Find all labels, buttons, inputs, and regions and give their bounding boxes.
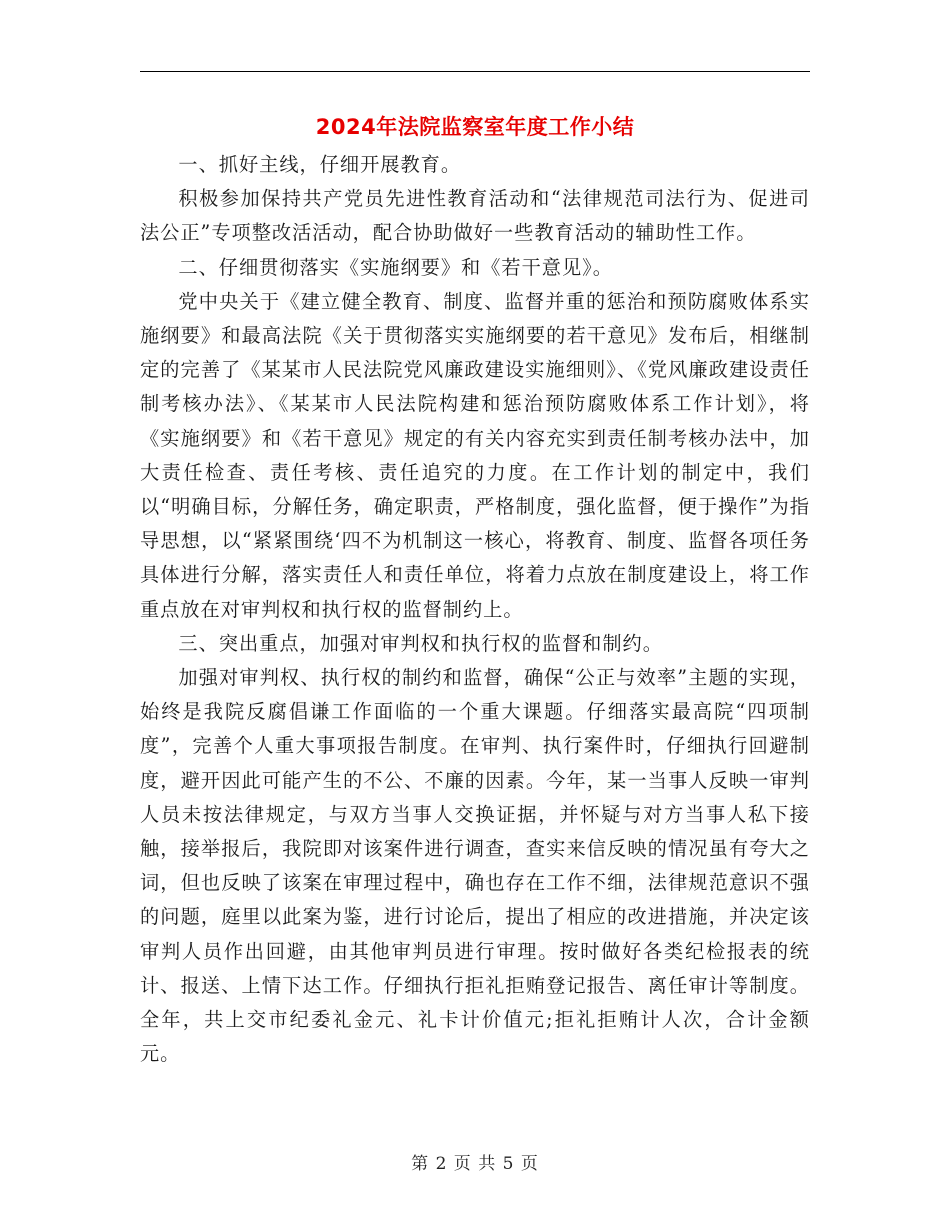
header-rule [140,71,810,72]
document-body [140,148,810,1071]
body-paragraph: 积极参加保持共产党员先进性教育活动和“法律规范司法行为、促进司法公正”专项整改活活动，配合协助做好一些教育活动的辅助性工作。 [140,187,810,245]
body-paragraph: 党中央关于《建立健全教育、制度、监督并重的惩治和预防腐败体系实施纲要》和最高法院《关于贯彻落实实施纲要的若干意见》发布后，相继制定的完善了《某某市人民法院党风廉政建设实施细则》、《党风廉政建设责任制考核办法》、《某某市人民法院构建和惩治预防腐败体系工作计划》，将《实施纲要》和《若干意见》规定的有关内容充实到责任制考核办法中，加大责任检查、责任考核、责任追究的力度。在工作计划的制定中，我们以“明确目标，分解任务，确定职责，严格制度，强化监督，便于操作”为指导思想，以“紧紧围绕‘四不为机制这一核心，将教育、制度、监督各项任务具体进行分解，落实责任人和责任单位，将着力点放在制度建设上，将工作重点放在对审判权和执行权的监督制约上。 [140,289,810,621]
section-heading-3: 三、突出重点，加强对审判权和执行权的监督和制约。 [178,631,663,655]
document-title: 2024年法院监察室年度工作小结 [315,115,635,139]
section-heading-1: 一、抓好主线，仔细开展教育。 [178,153,462,176]
body-paragraph: 加强对审判权、执行权的制约和监督，确保“公正与效率”主题的实现，始终是我院反腐倡谦工作面临的一个重大课题。仔细落实最高院“四项制度”，完善个人重大事项报告制度。在审判、执行案件时，仔细执行回避制度，避开因此可能产生的不公、不廉的因素。今年，某一当事人反映一审判人员未按法律规定，与双方当事人交换证据，并怀疑与对方当事人私下接触，接举报后，我院即对该案件进行调查，查实来信反映的情况虽有夸大之词，但也反映了该案在审理过程中，确也存在工作不细，法律规范意识不强的问题，庭里以此案为鉴，进行讨论后，提出了相应的改进措施，并决定该审判人员作出回避，由其他审判员进行审理。按时做好各类纪检报表的统计、报送、上情下达工作。仔细执行拒礼拒贿登记报告、离任审计等制度。全年，共上交市纪委礼金元、礼卡计价值元;拒礼拒贿计人次，合计金额元。 [140,666,810,1066]
page-number-footer: 第 2 页 共 5 页 [411,1154,539,1174]
section-heading-2: 二、仔细贯彻落实《实施纲要》和《若干意见》。 [178,255,613,279]
